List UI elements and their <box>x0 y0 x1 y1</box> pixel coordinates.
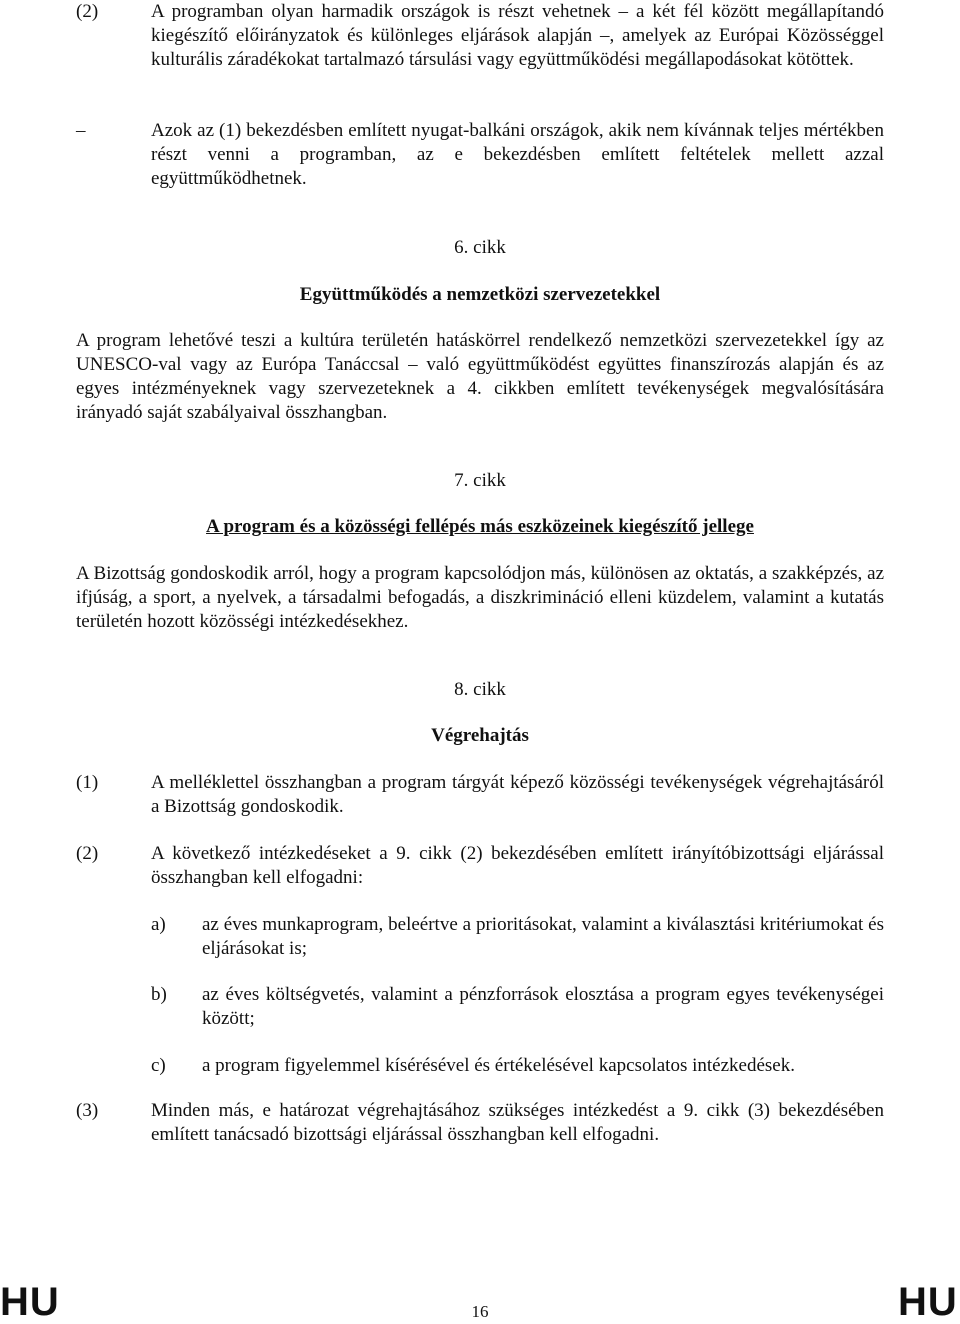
list-item-text: az éves munkaprogram, beleértve a prioritásokat, valamint a kiválasztási kritériumokat és eljárásokat is; <box>202 914 884 959</box>
list-item-marker: c) <box>151 1055 166 1076</box>
paragraph-text: A programban olyan harmadik országok is részt vehetnek – a két fél között megállapítandó kiegészítő előirányzatok és különleges eljárások alapján –, amelyek az Európai Közösséggel kulturális záradékokat tartalmazó társulási vagy együttműködési megállapodásokat kötöttek. <box>151 1 884 70</box>
list-item-marker: a) <box>151 914 166 935</box>
article-title: Együttműködés a nemzetközi szervezetekkel <box>299 284 661 305</box>
paragraph-text: Azok az (1) bekezdésben említett nyugat-balkáni országok, akik nem kívánnak teljes mértékben részt venni a programban, az e bekezdésben említett feltételek mellett azzal együttműködhetnek. <box>151 120 884 189</box>
article-title: Végrehajtás <box>431 725 529 746</box>
footer-language-code-left: HU <box>0 1280 60 1324</box>
article-title-text: A program és a közösségi fellépés más eszközeinek kiegészítő jellege <box>206 516 754 537</box>
footer-language-code-right: HU <box>898 1280 958 1324</box>
dash-marker: – <box>76 120 86 141</box>
paragraph-text: A melléklettel összhangban a program tárgyát képező közösségi tevékenységek végrehajtásáról a Bizottság gondoskodik. <box>151 772 884 817</box>
paragraph-number: (2) <box>76 1 99 22</box>
article-title <box>0 515 960 539</box>
paragraph-text: Minden más, e határozat végrehajtásához szükséges intézkedést a 9. cikk (3) bekezdésében említett tanácsadó bizottsági eljárással összhangban kell elfogadni. <box>151 1100 884 1145</box>
article-number: 8. cikk <box>454 679 506 700</box>
article-text: A program lehetővé teszi a kultúra területén hatáskörrel rendelkező nemzetközi szervezetekkel így az UNESCO-val vagy az Európa Tanáccsal – való együttműködést együttes finanszírozás alapján és az egyes intézményeknek vagy szervezeteknek a 4. cikkben említett tevékenységek megvalósítására irányadó saját szabályaival összhangban. <box>76 330 884 423</box>
paragraph-number: (3) <box>76 1100 99 1121</box>
article-number: 6. cikk <box>454 237 506 258</box>
paragraph-number: (1) <box>76 772 99 793</box>
article-number: 7. cikk <box>454 470 506 491</box>
list-item-marker: b) <box>151 984 167 1005</box>
list-item-text: az éves költségvetés, valamint a pénzforrások elosztása a program egyes tevékenységei között; <box>202 984 884 1029</box>
paragraph-number: (2) <box>76 843 99 864</box>
paragraph-text: A következő intézkedéseket a 9. cikk (2) bekezdésében említett irányítóbizottsági eljárással összhangban kell elfogadni: <box>151 843 884 888</box>
page-number: 16 <box>471 1302 489 1321</box>
article-text: A Bizottság gondoskodik arról, hogy a program kapcsolódjon más, különösen az oktatás, a szakképzés, az ifjúság, a sport, a nyelvek, a társadalmi befogadás, a diszkrimináció elleni küzdelem, valamint a kutatás területén hozott közösségi intézkedésekhez. <box>76 563 884 632</box>
list-item-text: a program figyelemmel kísérésével és értékelésével kapcsolatos intézkedések. <box>202 1055 795 1076</box>
